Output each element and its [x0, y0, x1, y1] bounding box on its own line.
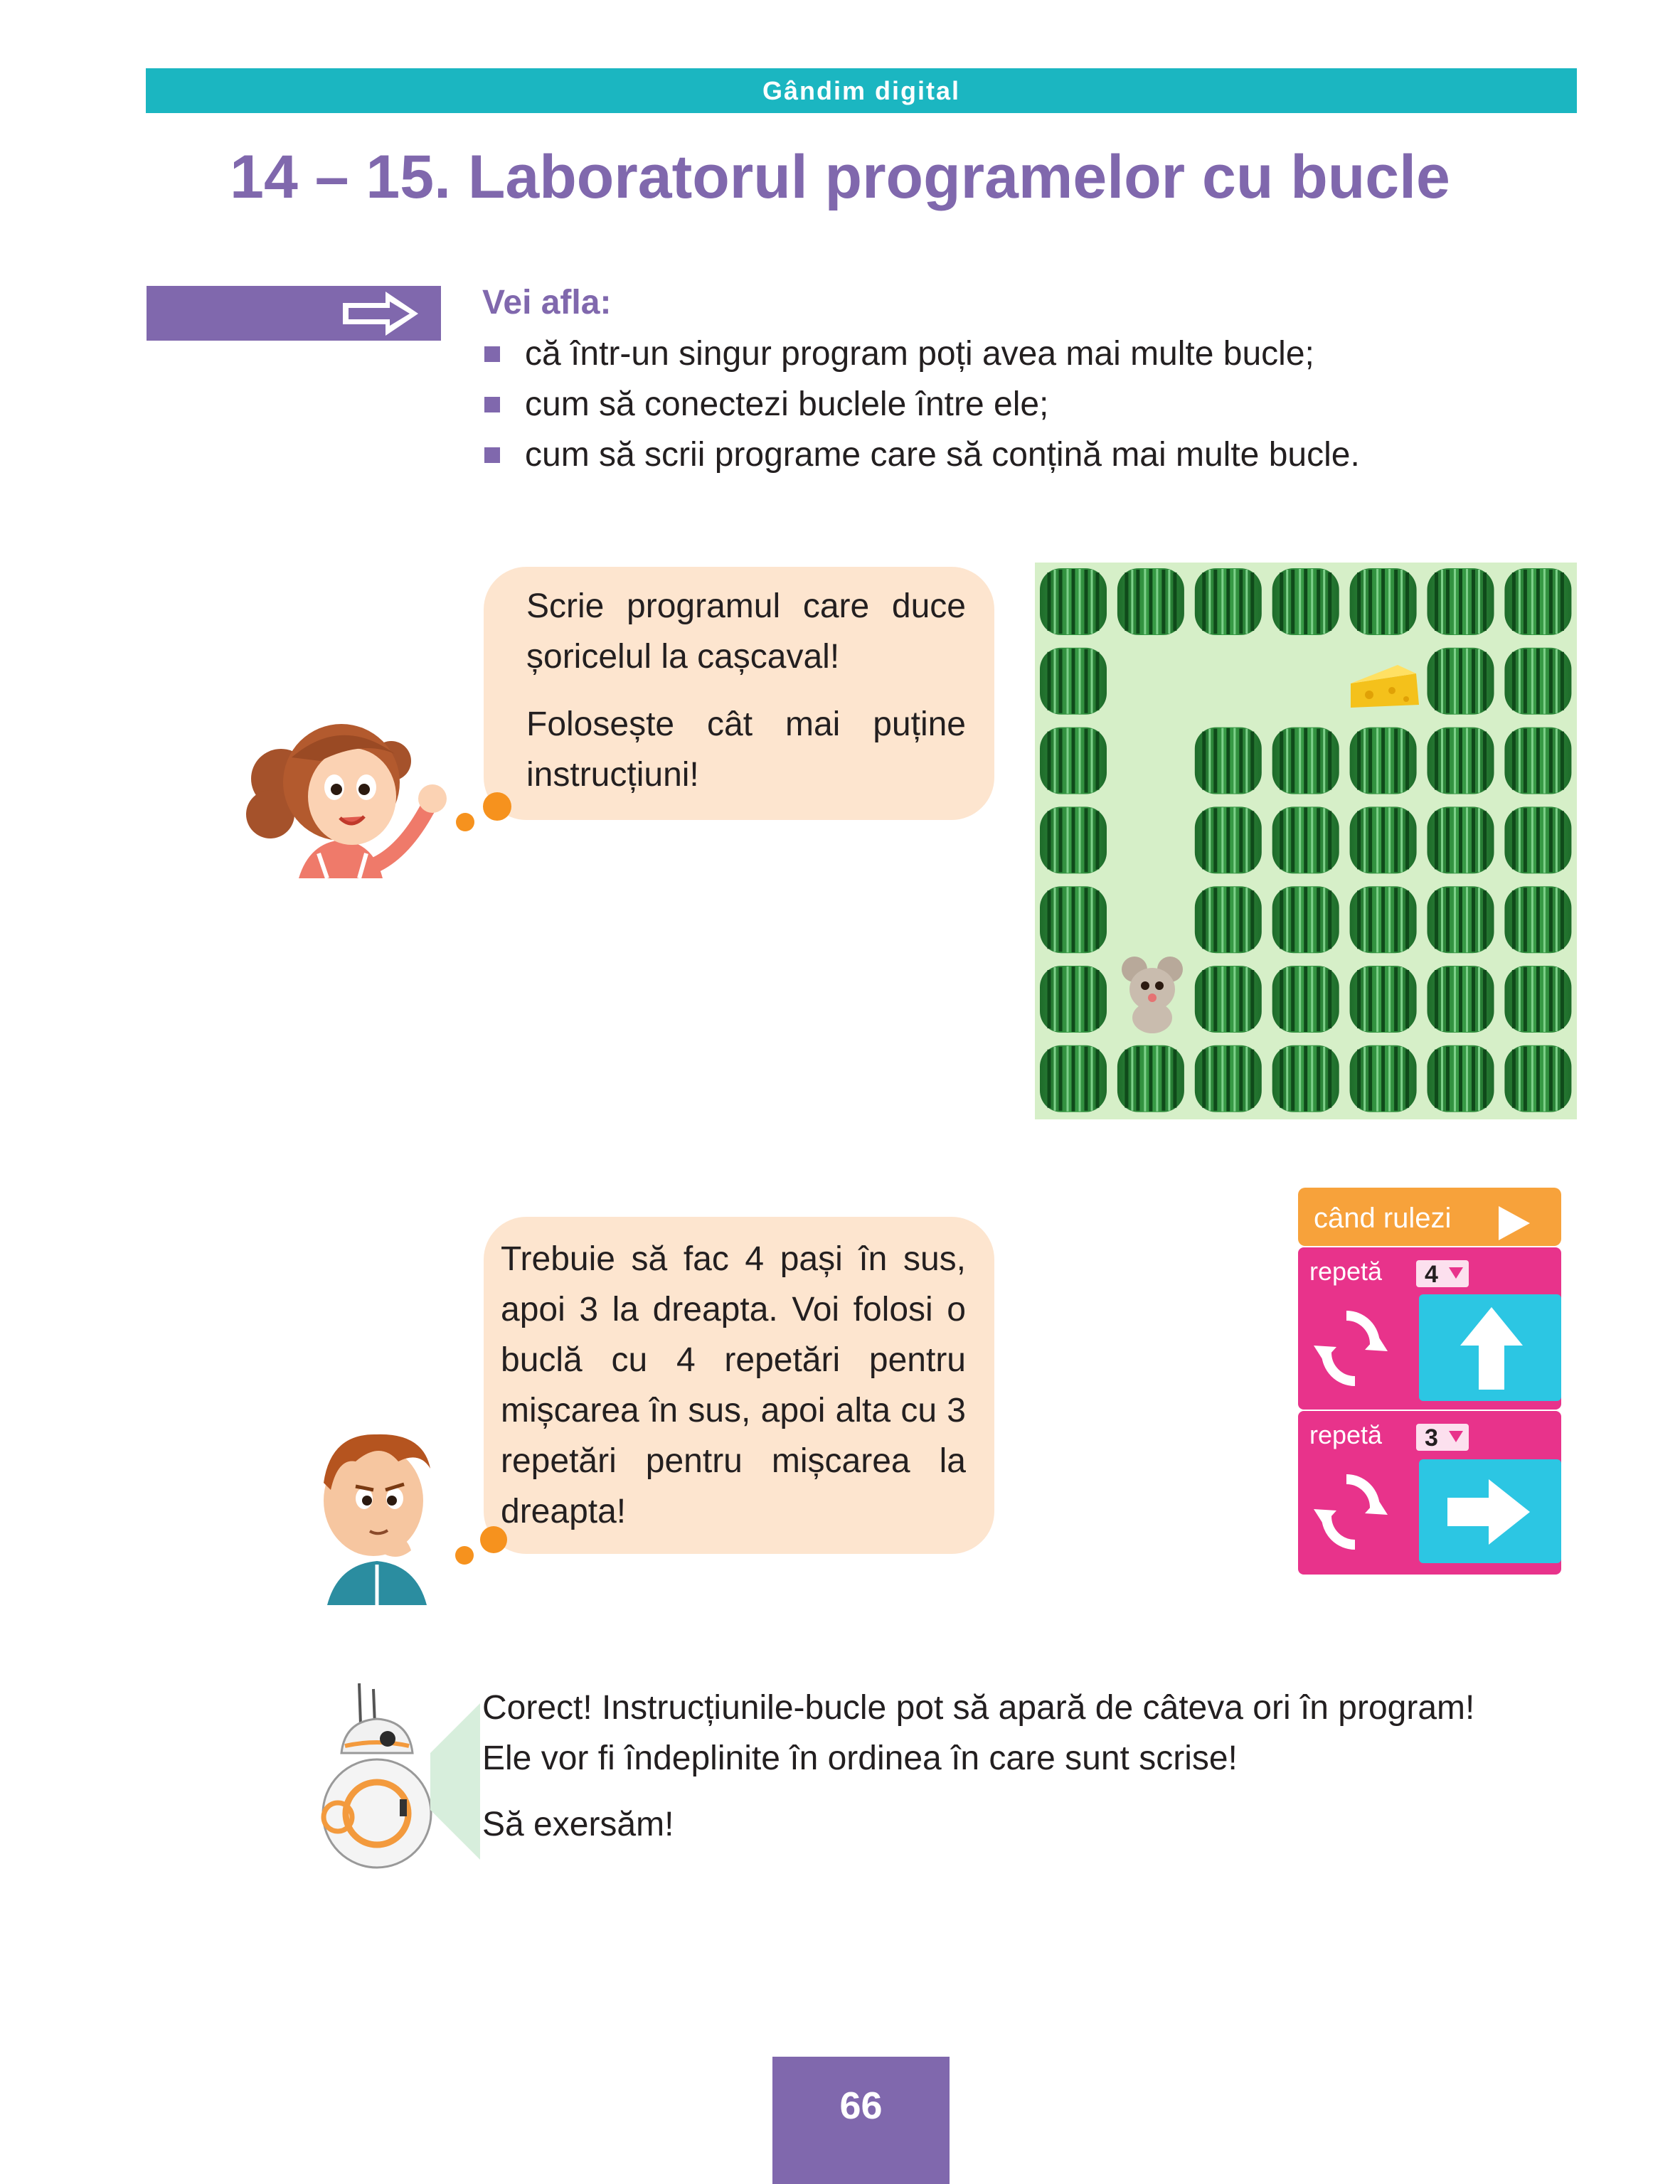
- watermelon-icon: [1350, 806, 1417, 873]
- watermelon-icon: [1117, 1045, 1184, 1112]
- watermelon-icon: [1040, 1045, 1107, 1112]
- watermelon-icon: [1428, 886, 1494, 953]
- watermelon-icon: [1272, 1045, 1339, 1112]
- list-item: cum să conectezi buclele între ele;: [482, 379, 1360, 430]
- objectives-heading: Vei afla:: [482, 284, 612, 321]
- bubble-dot: [456, 813, 474, 831]
- watermelon-icon: [1350, 728, 1417, 794]
- page-title: 14 – 15. Laboratorul programelor cu bucle: [230, 143, 1450, 211]
- when-run-block: [1298, 1188, 1561, 1246]
- robot-text-line: Să exersăm!: [482, 1806, 674, 1843]
- watermelon-icon: [1504, 886, 1571, 953]
- watermelon-icon: [1272, 728, 1339, 794]
- watermelon-icon: [1428, 728, 1494, 794]
- repeat-count-2: 3: [1425, 1424, 1438, 1451]
- watermelon-icon: [1195, 886, 1262, 953]
- watermelon-icon: [1040, 886, 1107, 953]
- list-item: cum să scrii programe care să conțină mai multe bucle.: [482, 430, 1360, 480]
- watermelon-icon: [1350, 568, 1417, 635]
- bullet-square-icon: [484, 397, 500, 412]
- repeat-count-1: 4: [1425, 1261, 1438, 1288]
- watermelon-icon: [1350, 886, 1417, 953]
- watermelon-icon: [1040, 966, 1107, 1033]
- watermelon-icon: [1272, 886, 1339, 953]
- repeat-label: repetă: [1309, 1257, 1383, 1286]
- speech-bubble-boy: [484, 1217, 994, 1554]
- objectives-marker-bar: [147, 286, 441, 341]
- watermelon-icon: [1504, 806, 1571, 873]
- watermelon-icon: [1195, 1045, 1262, 1112]
- watermelon-icon: [1350, 1045, 1417, 1112]
- robot-text-line: Corect! Instrucțiunile-bucle pot să apară de câteva ori în program!: [482, 1689, 1475, 1727]
- page-number: 66: [839, 2084, 883, 2127]
- robot-text-line: Ele vor fi îndeplinite în ordinea în care sunt scrise!: [482, 1740, 1238, 1777]
- robot-message: [482, 1683, 1474, 1850]
- repeat-block-1: [1298, 1247, 1561, 1410]
- when-run-label: când rulezi: [1314, 1203, 1452, 1234]
- watermelon-icon: [1195, 728, 1262, 794]
- watermelon-icon: [1428, 1045, 1494, 1112]
- watermelon-icon: [1428, 648, 1494, 715]
- boy-illustration: [299, 1419, 448, 1607]
- watermelon-icon: [1504, 1045, 1571, 1112]
- speech-bubble-girl: [484, 567, 994, 820]
- watermelon-icon: [1117, 568, 1184, 635]
- girl-illustration: [242, 701, 448, 882]
- watermelon-icon: [1504, 648, 1571, 715]
- watermelon-icon: [1040, 728, 1107, 794]
- watermelon-icon: [1040, 648, 1107, 715]
- bubble-dot: [480, 1526, 507, 1553]
- watermelon-icon: [1195, 806, 1262, 873]
- bubble-dot: [483, 792, 511, 821]
- watermelon-icon: [1195, 966, 1262, 1033]
- repeat-label: repetă: [1309, 1420, 1383, 1449]
- section-label: Gândim digital: [762, 75, 960, 105]
- bullet-square-icon: [484, 346, 500, 362]
- list-item: că într-un singur program poți avea mai multe bucle;: [482, 329, 1360, 379]
- watermelon-icon: [1504, 728, 1571, 794]
- watermelon-icon: [1350, 966, 1417, 1033]
- objectives-list: [482, 329, 1360, 480]
- robot-illustration: [317, 1682, 480, 1874]
- bubble-text: Trebuie să fac 4 pași în sus, apoi 3 la dreapta. Voi folosi o buclă cu 4 repetări pentru mișcarea în sus, apoi alta cu 3 repetări pentru mișcarea la dreapta!: [501, 1240, 966, 1530]
- watermelon-icon: [1272, 966, 1339, 1033]
- bubble-text: Scrie programul care duce șoricelul la cașcaval!: [526, 587, 966, 676]
- watermelon-icon: [1040, 568, 1107, 635]
- section-header: [146, 68, 1577, 113]
- code-blocks: [1298, 1188, 1561, 1586]
- watermelon-icon: [1504, 568, 1571, 635]
- page-number-tab: [772, 2057, 950, 2184]
- bullet-square-icon: [484, 447, 500, 463]
- repeat-block-2: [1298, 1411, 1561, 1575]
- watermelon-icon: [1428, 966, 1494, 1033]
- bubble-text: Folosește cât mai puține instrucțiuni!: [526, 705, 966, 794]
- arrow-right-icon: [339, 289, 424, 339]
- watermelon-icon: [1272, 806, 1339, 873]
- watermelon-icon: [1272, 568, 1339, 635]
- watermelon-icon: [1428, 806, 1494, 873]
- bubble-dot: [455, 1546, 474, 1565]
- maze-grid: [1035, 563, 1577, 1119]
- watermelon-icon: [1428, 568, 1494, 635]
- watermelon-icon: [1040, 806, 1107, 873]
- watermelon-icon: [1504, 966, 1571, 1033]
- watermelon-icon: [1195, 568, 1262, 635]
